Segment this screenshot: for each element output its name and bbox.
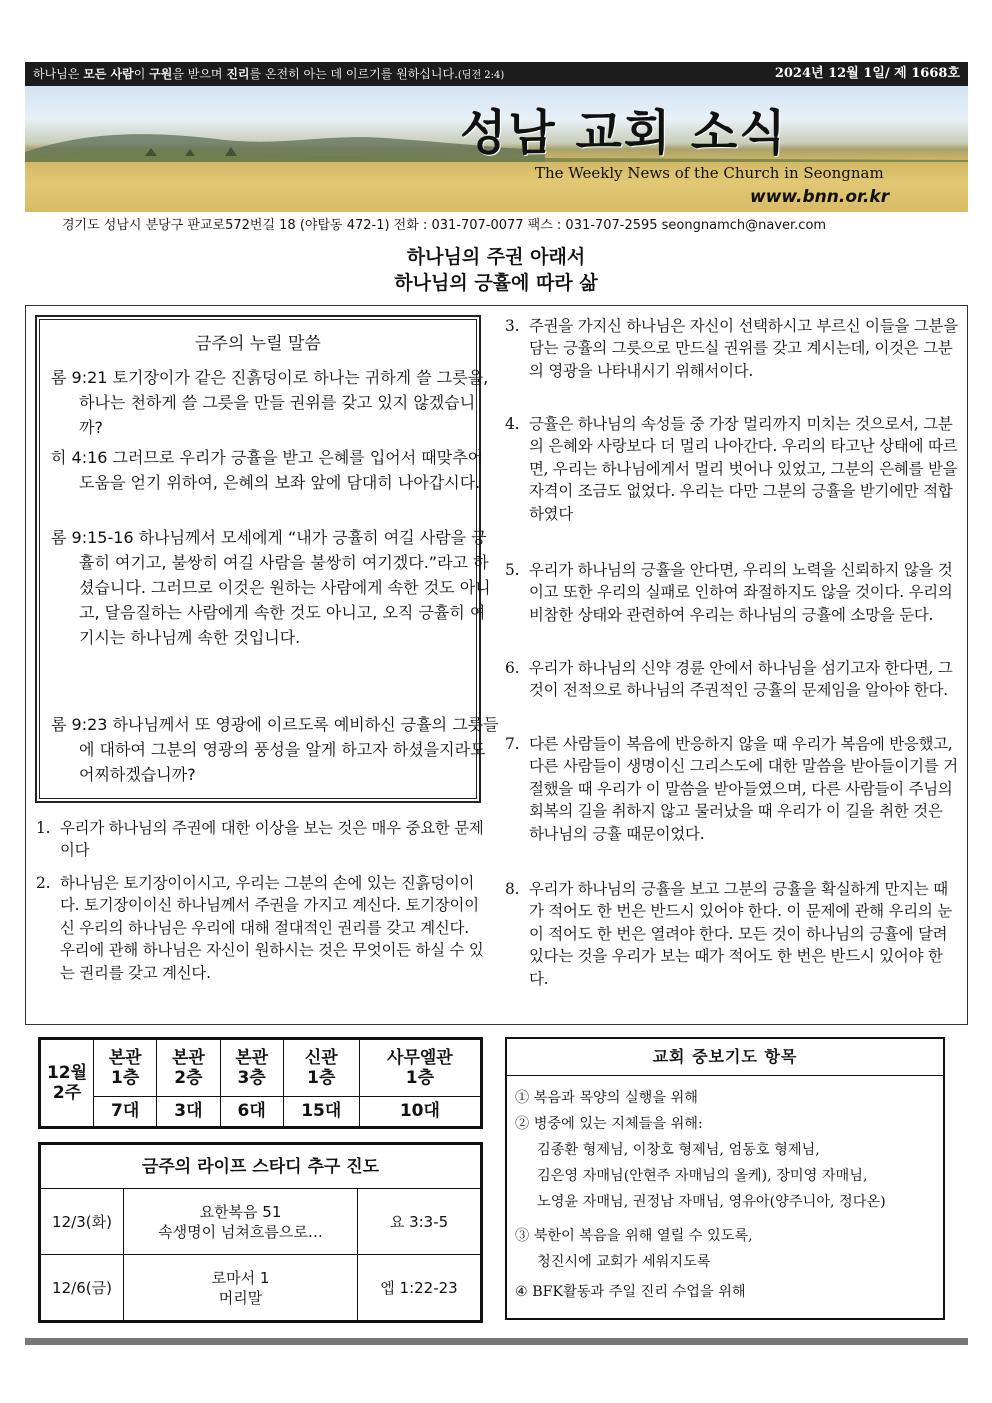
point-text: 우리가 하나님의 주권에 대한 이상을 보는 것은 매우 중요한 문제이다 bbox=[60, 819, 484, 860]
point-text: 하나님은 토기장이이시고, 우리는 그분의 손에 있는 진흙덩이이다. 토기장이이신 하나님께서 주권을 가지고 계신다. 토기장이이신 우리의 하나님은 우리에 대해 절대적인 권리를 갖고 계신다. 우리에 관해 하나님은 자신이 원하시는 것은 무엇이든 하실 수 있는 권리를 갖고 계신다. bbox=[60, 874, 484, 982]
point-text: 우리가 하나님의 긍휼을 보고 그분의 긍휼을 확실하게 만지는 때가 적어도 한 번은 반드시 있어야 한다. 이 문제에 관해 우리의 눈이 적어도 한 번은 열려야 한다. 모든 것이 하나님의 긍휼에 달려 있다는 것을 우리가 보는 때가 적어도 한 번은 반드시 있어야 한다. bbox=[529, 880, 952, 988]
newsletter-subtitle: The Weekly News of the Church in Seongnam bbox=[535, 164, 884, 182]
floor-value: 15대 bbox=[283, 1096, 359, 1126]
floor-value: 10대 bbox=[359, 1096, 480, 1126]
floor-header-line1: 본관 bbox=[235, 1047, 269, 1068]
point-number: 3. bbox=[505, 317, 520, 335]
life-study-title: 금주의 라이프 스타디 추구 진도 bbox=[41, 1145, 481, 1189]
floor-value: 7대 bbox=[94, 1096, 157, 1126]
headline-line1: 하나님의 주권 아래서 bbox=[406, 246, 586, 268]
study-ref: 엡 1:22-23 bbox=[358, 1255, 481, 1321]
week-cell bbox=[41, 1040, 94, 1127]
floor-header-line2: 1층 bbox=[405, 1067, 435, 1088]
point-text: 긍휼은 하나님의 속성들 중 가장 멀리까지 미치는 것으로서, 그분의 은혜와 사랑보다 더 멀리 나아간다. 우리의 타고난 상태에 따르면, 우리는 하나님에게서 멀리 벗어나 있었고, 그분의 은혜를 받을 자격이 조금도 없었다. 우리는 다만 그분의 긍휼을 받기에만 적합하였다 bbox=[529, 415, 958, 523]
point-text: 우리가 하나님의 긍휼을 안다면, 우리의 노력을 신뢰하지 않을 것이고 또한 우리의 실패로 인하여 좌절하지도 않을 것이다. 우리의 비참한 상태와 관련하여 우리는 하나님의 긍휼에 소망을 둔다. bbox=[529, 561, 953, 624]
bottom-divider bbox=[25, 1338, 968, 1345]
prayer-line: 청진시에 교회가 세워지도록 bbox=[537, 1254, 711, 1270]
floor-header-line1: 신관 bbox=[304, 1047, 338, 1068]
headline bbox=[0, 244, 992, 296]
floor-header-line2: 2층 bbox=[174, 1067, 203, 1088]
prayer-line: ③ 북한이 복음을 위해 열릴 수 있도록, bbox=[515, 1228, 753, 1244]
study-topic: 속생명이 넘쳐흐름으로… bbox=[158, 1222, 323, 1241]
study-date: 12/3(화) bbox=[41, 1189, 124, 1255]
point-text: 주권을 가지신 하나님은 자신이 선택하시고 부르신 이들을 그분을 담는 긍휼의 그릇으로 만드실 권위를 갖고 계시는데, 이것은 그분의 영광을 나타내시기 위해서이다. bbox=[529, 317, 958, 380]
point-item bbox=[505, 733, 960, 845]
point-item bbox=[505, 315, 960, 382]
point-text: 우리가 하나님의 신약 경륜 안에서 하나님을 섬기고자 한다면, 그것이 전적으로 하나님의 주권적인 긍휼의 문제임을 알아야 한다. bbox=[529, 659, 953, 700]
prayer-line: 김은영 자매님(안현주 자매님의 올케), 장미영 자매님, bbox=[537, 1168, 868, 1184]
floor-header-line2: 1층 bbox=[307, 1067, 336, 1088]
floor-header bbox=[157, 1040, 220, 1097]
point-item bbox=[505, 657, 960, 702]
point-number: 1. bbox=[36, 819, 51, 837]
point-number: 8. bbox=[505, 880, 520, 898]
week-line1: 12월 bbox=[46, 1063, 88, 1083]
week-line2: 2주 bbox=[52, 1083, 82, 1103]
floor-header-line1: 본관 bbox=[108, 1047, 142, 1068]
verse-rom-9-15-16: 롬 9:15-16 하나님께서 모세에게 “내가 긍휼히 여길 사람을 긍휼히 여기고, 불쌍히 여길 사람을 불쌍히 여기겠다.”라고 하셨습니다. 그러므로 이것은 원하는 사람에게 속한 것도 아니고, 달음질하는 사람에게 속한 것도 아니고, 오직 긍휼히 여기시는 하나님께 속한 것입니다. bbox=[51, 528, 491, 647]
point-item bbox=[505, 878, 960, 990]
point-number: 7. bbox=[505, 735, 520, 753]
study-book: 요한복음 51 bbox=[199, 1202, 282, 1221]
floor-header bbox=[220, 1040, 283, 1097]
floor-count-table bbox=[38, 1037, 483, 1129]
floor-header bbox=[359, 1040, 480, 1097]
floor-header-line1: 사무엘관 bbox=[387, 1047, 453, 1068]
motto-text: 하나님은 모든 사람이 구원을 받으며 진리를 온전히 아는 데 이르기를 원하십니다.(딤전 2:4) bbox=[33, 67, 505, 81]
study-date: 12/6(금) bbox=[41, 1255, 124, 1321]
church-address: 경기도 성남시 분당구 판교로572번길 18 (야탑동 472-1) 전화 : 031-707-0077 팩스 : 031-707-2595 seongnamch@naver.com bbox=[62, 218, 827, 233]
point-number: 5. bbox=[505, 561, 520, 579]
prayer-line: ④ BFK활동과 주일 진리 수업을 위해 bbox=[515, 1284, 746, 1300]
point-number: 2. bbox=[36, 874, 51, 892]
point-number: 6. bbox=[505, 659, 520, 677]
floor-header-line2: 3층 bbox=[237, 1067, 266, 1088]
floor-header-line1: 본관 bbox=[171, 1047, 205, 1068]
verses-title: 금주의 누릴 말씀 bbox=[195, 334, 321, 354]
point-item bbox=[505, 413, 960, 525]
prayer-line: ① 복음과 목양의 실행을 위해 bbox=[515, 1090, 698, 1106]
study-topic: 머리말 bbox=[218, 1288, 263, 1307]
study-book-cell bbox=[124, 1255, 358, 1321]
floor-value: 6대 bbox=[220, 1096, 283, 1126]
verse-heb-4-16: 히 4:16 그러므로 우리가 긍휼을 받고 은혜를 입어서 때맞추어 도움을 얻기 위하여, 은혜의 보좌 앞에 담대히 나아갑시다. bbox=[51, 448, 484, 492]
prayer-line: ② 병중에 있는 지체들을 위해: bbox=[515, 1116, 703, 1132]
floor-header bbox=[94, 1040, 157, 1097]
weekly-verses-box bbox=[35, 315, 499, 803]
life-study-table bbox=[38, 1142, 483, 1323]
point-number: 4. bbox=[505, 415, 520, 433]
verse-rom-9-21: 롬 9:21 토기장이가 같은 진흙덩이로 하나는 귀하게 쓸 그릇을, 하나는 천하게 쓸 그릇을 만들 권위를 갖고 있지 않겠습니까? bbox=[51, 368, 489, 437]
newsletter-title: 성남 교회 소식 bbox=[460, 105, 788, 161]
point-text: 다른 사람들이 복음에 반응하지 않을 때 우리가 복음에 반응했고, 다른 사람들이 생명이신 그리스도에 대한 말씀을 받아들이기를 거절했을 때 우리가 이 말씀을 받아들였으며, 다른 사람들이 주님의 회복의 길을 취하지 않고 물러났을 때 우리가 이 길을 취한 것은 하나님의 긍휼 때문이었다. bbox=[529, 735, 958, 843]
prayer-items-box bbox=[505, 1037, 945, 1320]
floor-value: 3대 bbox=[157, 1096, 220, 1126]
verse-rom-9-23: 롬 9:23 하나님께서 또 영광에 이르도록 예비하신 긍휼의 그릇들에 대하여 그분의 영광의 풍성을 알게 하고자 하셨을지라도 어찌하겠습니까? bbox=[51, 715, 499, 784]
prayer-line: 노영윤 자매님, 권정남 자매님, 영유아(양주니아, 정다온) bbox=[537, 1194, 886, 1210]
prayer-line: 김종환 형제님, 이창호 형제님, 엄동호 형제님, bbox=[537, 1142, 820, 1158]
point-item bbox=[505, 559, 960, 626]
study-book: 로마서 1 bbox=[211, 1268, 270, 1287]
point-item bbox=[36, 817, 486, 862]
headline-line2: 하나님의 긍휼에 따라 삶 bbox=[394, 272, 598, 294]
top-motto-bar bbox=[25, 62, 968, 86]
study-book-cell bbox=[124, 1189, 358, 1255]
floor-header-line2: 1층 bbox=[110, 1067, 140, 1088]
study-ref: 요 3:3-5 bbox=[358, 1189, 481, 1255]
point-item bbox=[36, 872, 486, 984]
floor-header bbox=[283, 1040, 359, 1097]
prayer-title: 교회 중보기도 항목 bbox=[507, 1039, 943, 1076]
website-link[interactable]: www.bnn.or.kr bbox=[750, 187, 890, 207]
issue-number: 2024년 12월 1일/ 제 1668호 bbox=[774, 66, 960, 81]
